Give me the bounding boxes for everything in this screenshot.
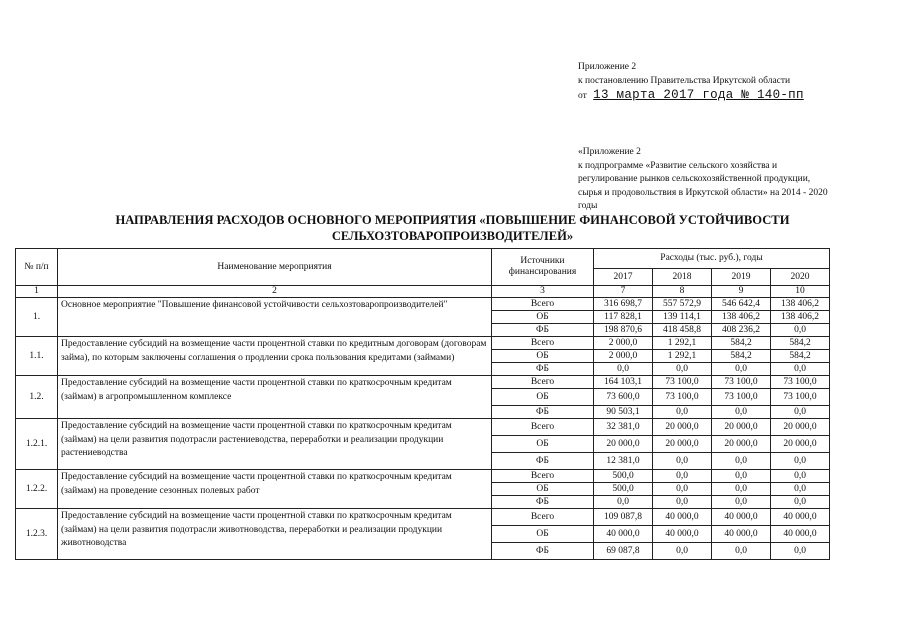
funding-source: ОБ	[492, 350, 594, 363]
expense-value: 20 000,0	[653, 436, 712, 453]
expense-value: 73 100,0	[771, 389, 830, 406]
subprogram-title: «Приложение 2	[578, 147, 641, 157]
expense-value: 584,2	[771, 350, 830, 363]
expense-value: 73 600,0	[594, 389, 653, 406]
expense-value: 117 828,1	[594, 311, 653, 324]
expense-value: 2 000,0	[594, 350, 653, 363]
expense-value: 2 000,0	[594, 337, 653, 350]
expense-value: 198 870,6	[594, 324, 653, 337]
expense-value: 0,0	[771, 453, 830, 470]
activity-name: Предоставление субсидий на возмещение части процентной ставки по краткосрочным кредитам (займам) в агропромышленном комплексе	[58, 376, 492, 419]
expense-value: 40 000,0	[712, 526, 771, 543]
funding-source: ОБ	[492, 483, 594, 496]
expense-value: 138 406,2	[771, 311, 830, 324]
appendix-date-line	[578, 88, 804, 103]
expense-value: 69 087,8	[594, 543, 653, 560]
expense-value: 584,2	[771, 337, 830, 350]
expense-value: 0,0	[712, 406, 771, 419]
expense-value: 500,0	[594, 470, 653, 483]
column-number: 9	[712, 286, 771, 298]
expense-value: 557 572,9	[653, 298, 712, 311]
expense-value: 0,0	[771, 543, 830, 560]
expense-value: 40 000,0	[653, 509, 712, 526]
appendix-title: Приложение 2	[578, 62, 637, 72]
funding-source: ФБ	[492, 363, 594, 376]
row-number: 1.1.	[16, 337, 58, 376]
activity-name: Предоставление субсидий на возмещение части процентной ставки по краткосрочным кредитам (займам) на цели развития подотрасли растениеводства, переработки и реализации продукции растениеводства	[58, 419, 492, 470]
expense-value: 500,0	[594, 483, 653, 496]
expense-value: 584,2	[712, 350, 771, 363]
expense-value: 20 000,0	[712, 436, 771, 453]
funding-source: ФБ	[492, 324, 594, 337]
expense-value: 0,0	[653, 363, 712, 376]
expense-value: 73 100,0	[712, 376, 771, 389]
column-number: 2	[58, 286, 492, 298]
expenses-table	[15, 248, 830, 560]
appendix-reference: к постановлению Правительства Иркутской области	[578, 76, 791, 86]
expense-value: 316 698,7	[594, 298, 653, 311]
expense-value: 40 000,0	[771, 509, 830, 526]
funding-source: Всего	[492, 470, 594, 483]
expense-value: 0,0	[712, 496, 771, 509]
table-row	[16, 470, 830, 483]
header-year: 2018	[653, 269, 712, 286]
header-name: Наименование мероприятия	[58, 249, 492, 286]
funding-source: Всего	[492, 376, 594, 389]
expense-value: 73 100,0	[771, 376, 830, 389]
activity-name: Предоставление субсидий на возмещение части процентной ставки по краткосрочным кредитам (займам) на цели развития подотрасли животноводства, переработки и реализации продукции животноводства	[58, 509, 492, 560]
row-number: 1.2.2.	[16, 470, 58, 509]
subprogram-header	[578, 146, 828, 214]
expense-value: 12 381,0	[594, 453, 653, 470]
expense-value: 20 000,0	[771, 436, 830, 453]
expense-value: 0,0	[653, 470, 712, 483]
expense-value: 0,0	[653, 406, 712, 419]
document-title-line2: СЕЛЬХОЗТОВАРОПРОИЗВОДИТЕЛЕЙ»	[331, 229, 574, 243]
table-row	[16, 337, 830, 350]
expense-value: 584,2	[712, 337, 771, 350]
table-row	[16, 509, 830, 526]
funding-source: Всего	[492, 509, 594, 526]
funding-source: Всего	[492, 298, 594, 311]
expense-value: 90 503,1	[594, 406, 653, 419]
expense-value: 0,0	[653, 496, 712, 509]
funding-source: ОБ	[492, 389, 594, 406]
row-number: 1.2.1.	[16, 419, 58, 470]
document-title-line1: НАПРАВЛЕНИЯ РАСХОДОВ ОСНОВНОГО МЕРОПРИЯТИЯ «ПОВЫШЕНИЕ ФИНАНСОВОЙ УСТОЙЧИВОСТИ	[115, 213, 790, 227]
column-number: 7	[594, 286, 653, 298]
expense-value: 40 000,0	[771, 526, 830, 543]
expense-value: 20 000,0	[594, 436, 653, 453]
header-source: Источники финансирования	[492, 249, 594, 286]
funding-source: ОБ	[492, 436, 594, 453]
expense-value: 0,0	[712, 543, 771, 560]
expense-value: 0,0	[712, 363, 771, 376]
expense-value: 138 406,2	[712, 311, 771, 324]
header-year: 2020	[771, 269, 830, 286]
appendix-header	[578, 60, 804, 103]
row-number: 1.2.	[16, 376, 58, 419]
expense-value: 0,0	[771, 483, 830, 496]
funding-source: ОБ	[492, 311, 594, 324]
row-number: 1.	[16, 298, 58, 337]
expense-value: 73 100,0	[653, 376, 712, 389]
column-number: 1	[16, 286, 58, 298]
subprogram-reference: к подпрограмме «Развитие сельского хозяйства и регулирование рынков сельскохозяйственной продукции, сырья и продовольствия в Иркутской области» на 2014 - 2020 годы	[578, 160, 828, 212]
expense-value: 20 000,0	[653, 419, 712, 436]
expense-value: 1 292,1	[653, 350, 712, 363]
expense-value: 1 292,1	[653, 337, 712, 350]
expense-value: 138 406,2	[771, 298, 830, 311]
expense-value: 0,0	[712, 453, 771, 470]
funding-source: Всего	[492, 337, 594, 350]
funding-source: ФБ	[492, 406, 594, 419]
expense-value: 0,0	[712, 483, 771, 496]
expense-value: 139 114,1	[653, 311, 712, 324]
expense-value: 418 458,8	[653, 324, 712, 337]
table-row	[16, 376, 830, 389]
expense-value: 0,0	[771, 470, 830, 483]
expense-value: 408 236,2	[712, 324, 771, 337]
expense-value: 40 000,0	[653, 526, 712, 543]
expense-value: 73 100,0	[653, 389, 712, 406]
funding-source: ФБ	[492, 543, 594, 560]
header-expenses: Расходы (тыс. руб.), годы	[594, 249, 830, 269]
funding-source: ФБ	[492, 453, 594, 470]
expense-value: 546 642,4	[712, 298, 771, 311]
activity-name: Предоставление субсидий на возмещение части процентной ставки по краткосрочным кредитам (займам) на проведение сезонных полевых работ	[58, 470, 492, 509]
expense-value: 0,0	[771, 406, 830, 419]
table-row	[16, 419, 830, 436]
expense-value: 0,0	[771, 496, 830, 509]
expense-value: 0,0	[771, 363, 830, 376]
expense-value: 40 000,0	[594, 526, 653, 543]
header-num: № п/п	[16, 249, 58, 286]
appendix-date-number: 13 марта 2017 года № 140-пп	[593, 88, 804, 102]
funding-source: ФБ	[492, 496, 594, 509]
expense-value: 20 000,0	[712, 419, 771, 436]
expense-value: 109 087,8	[594, 509, 653, 526]
column-number: 3	[492, 286, 594, 298]
header-year: 2019	[712, 269, 771, 286]
header-year: 2017	[594, 269, 653, 286]
expense-value: 32 381,0	[594, 419, 653, 436]
expense-value: 164 103,1	[594, 376, 653, 389]
expense-value: 0,0	[712, 470, 771, 483]
expense-value: 0,0	[771, 324, 830, 337]
activity-name: Предоставление субсидий на возмещение части процентной ставки по кредитным договорам (договорам займа), по которым заключены соглашения о продлении срока пользования кредитами (займами)	[58, 337, 492, 376]
expense-value: 0,0	[653, 483, 712, 496]
expense-value: 0,0	[594, 496, 653, 509]
expense-value: 0,0	[594, 363, 653, 376]
row-number: 1.2.3.	[16, 509, 58, 560]
expense-value: 0,0	[653, 543, 712, 560]
document-title	[40, 212, 865, 244]
expense-value: 73 100,0	[712, 389, 771, 406]
expense-value: 40 000,0	[712, 509, 771, 526]
expense-value: 20 000,0	[771, 419, 830, 436]
column-number: 10	[771, 286, 830, 298]
appendix-from-label: от	[578, 91, 587, 101]
table-row	[16, 298, 830, 311]
funding-source: ОБ	[492, 526, 594, 543]
activity-name: Основное мероприятие "Повышение финансовой устойчивости сельхозтоваропроизводителей"	[58, 298, 492, 337]
funding-source: Всего	[492, 419, 594, 436]
expense-value: 0,0	[653, 453, 712, 470]
column-number: 8	[653, 286, 712, 298]
